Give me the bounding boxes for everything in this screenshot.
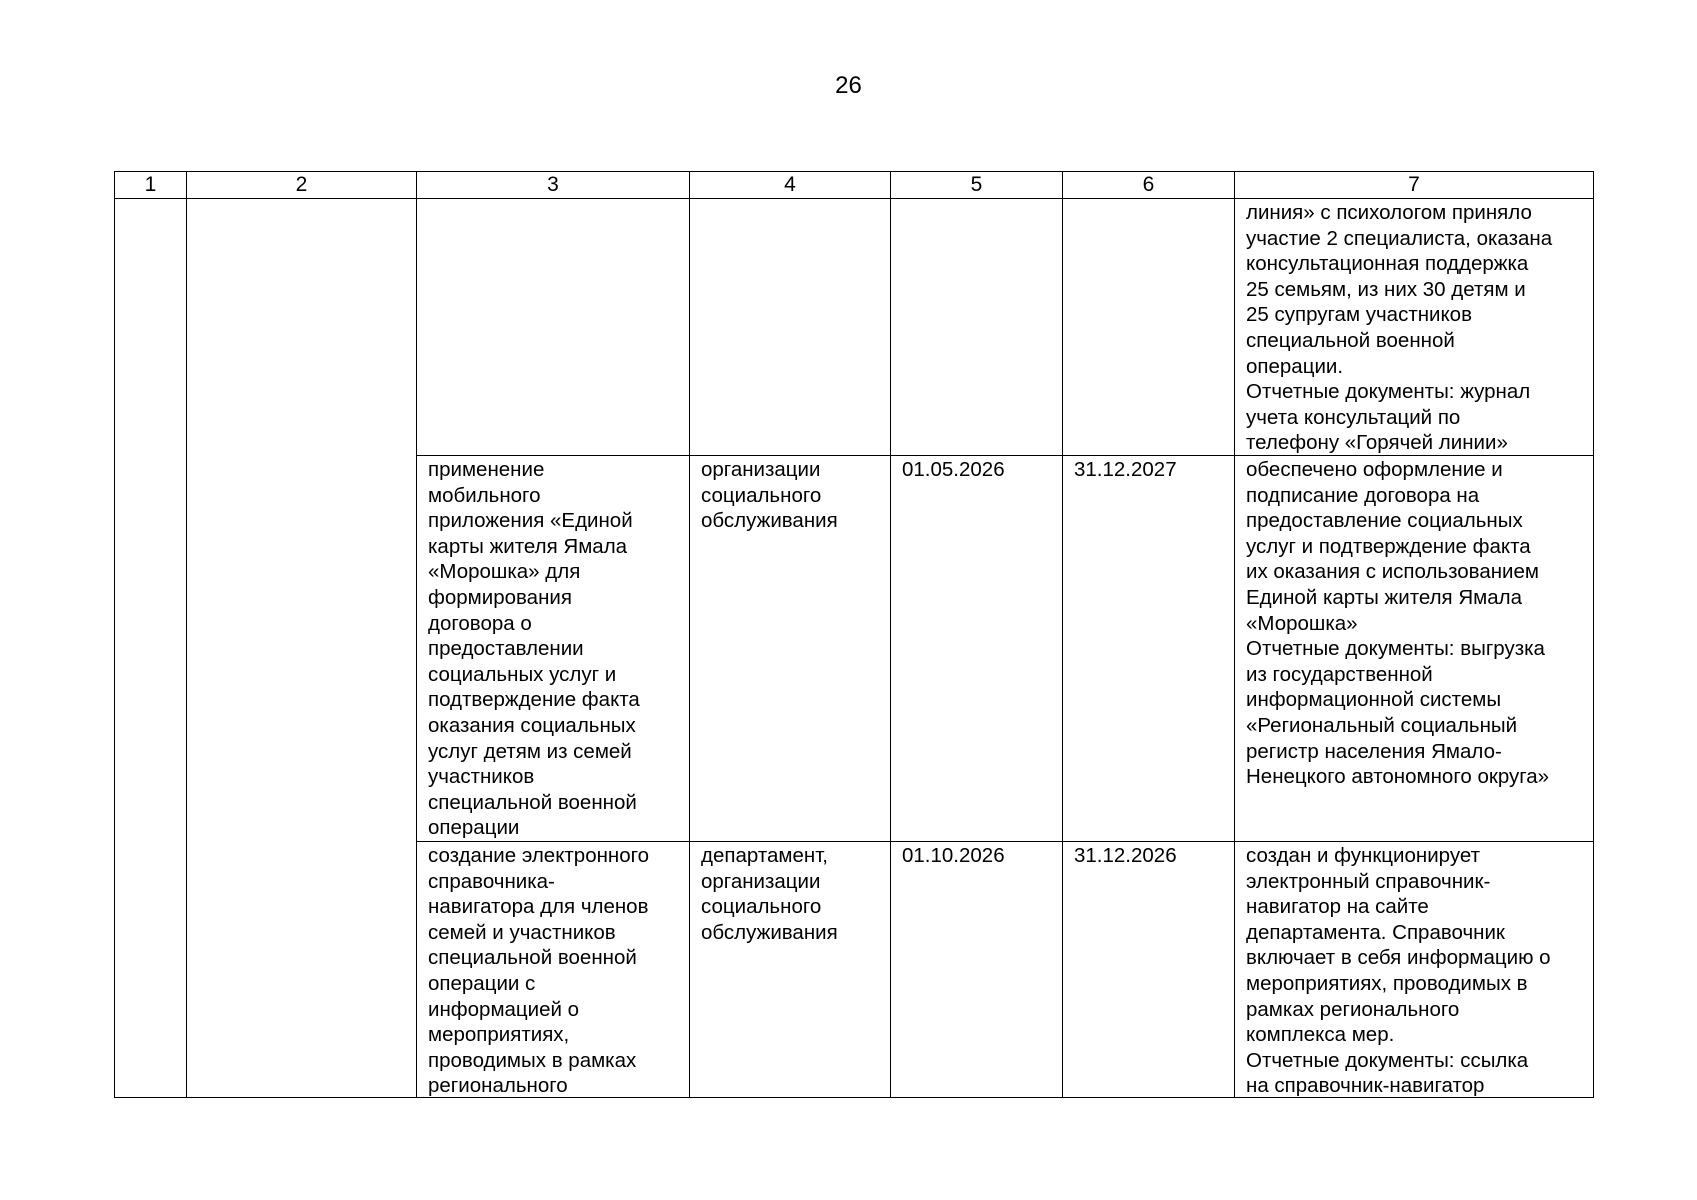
end-date-cell — [1063, 842, 1235, 1098]
start-date-cell — [891, 842, 1063, 1098]
measure-name-cell — [187, 199, 417, 1098]
end-date-text — [1063, 199, 1234, 200]
activity-cell — [417, 456, 690, 842]
column-number-1: 1 — [115, 172, 187, 199]
result-cell — [1235, 842, 1594, 1098]
column-number-3: 3 — [417, 172, 690, 199]
end-date-text: 31.12.2027 — [1074, 458, 1177, 481]
start-date-cell — [891, 199, 1063, 456]
column-number-5: 5 — [891, 172, 1063, 199]
activity-text: применение мобильного приложения «Единой карты жителя Ямала «Морошка» для формирования договора о предоставлении социальных услуг и подтверждение факта оказания социальных услуг детям из семей участников специальной военной операции — [428, 458, 640, 840]
executor-text: организации социального обслуживания — [701, 458, 838, 533]
column-number-4: 4 — [690, 172, 891, 199]
start-date-text: 01.05.2026 — [902, 458, 1005, 481]
executor-text: департамент, организации социального обслуживания — [701, 844, 838, 944]
start-date-cell — [891, 456, 1063, 842]
start-date-text — [891, 199, 1062, 200]
executor-cell — [690, 199, 891, 456]
measures-table — [114, 171, 1594, 1098]
start-date-text: 01.10.2026 — [902, 844, 1005, 867]
activity-text: создание электронного справочника- навигатора для членов семей и участников специальной военной операции с информацией о мероприятиях, проводимых в рамках регионального — [428, 844, 650, 1097]
number-cell — [115, 199, 187, 1098]
result-text: обеспечено оформление и подписание договора на предоставление социальных услуг и подтверждение факта их оказания с использованием Единой карты жителя Ямала «Морошка» Отчетные документы: выгрузка из государственной информационной системы «Региональный социальный регистр населения Ямало- Ненецкого автономного округа» — [1246, 458, 1550, 789]
column-number-2: 2 — [187, 172, 417, 199]
column-number-6: 6 — [1063, 172, 1235, 199]
executor-cell — [690, 842, 891, 1098]
result-text: создан и функционирует электронный справочник- навигатор на сайте департамента. Справочник включает в себя информацию о мероприятиях, проводимых в рамках регионального комплекса мер. Отчетные документы: ссылка на справочник-навигатор — [1246, 844, 1551, 1097]
column-number-row — [115, 172, 1594, 199]
end-date-cell — [1063, 199, 1235, 456]
activity-text — [417, 199, 689, 200]
table-row — [115, 199, 1594, 456]
result-cell — [1235, 456, 1594, 842]
page-number: 26 — [835, 72, 862, 99]
end-date-cell — [1063, 456, 1235, 842]
executor-cell — [690, 456, 891, 842]
result-cell — [1235, 199, 1594, 456]
activity-cell — [417, 842, 690, 1098]
end-date-text: 31.12.2026 — [1074, 844, 1177, 867]
result-text: линия» с психологом приняло участие 2 специалиста, оказана консультационная поддержка 25 семьям, из них 30 детям и 25 супругам участников специальной военной операции. Отчетные документы: журнал учета консультаций по телефону «Горячей линии» — [1246, 201, 1553, 455]
column-number-7: 7 — [1235, 172, 1594, 199]
activity-cell — [417, 199, 690, 456]
executor-text — [690, 199, 890, 200]
